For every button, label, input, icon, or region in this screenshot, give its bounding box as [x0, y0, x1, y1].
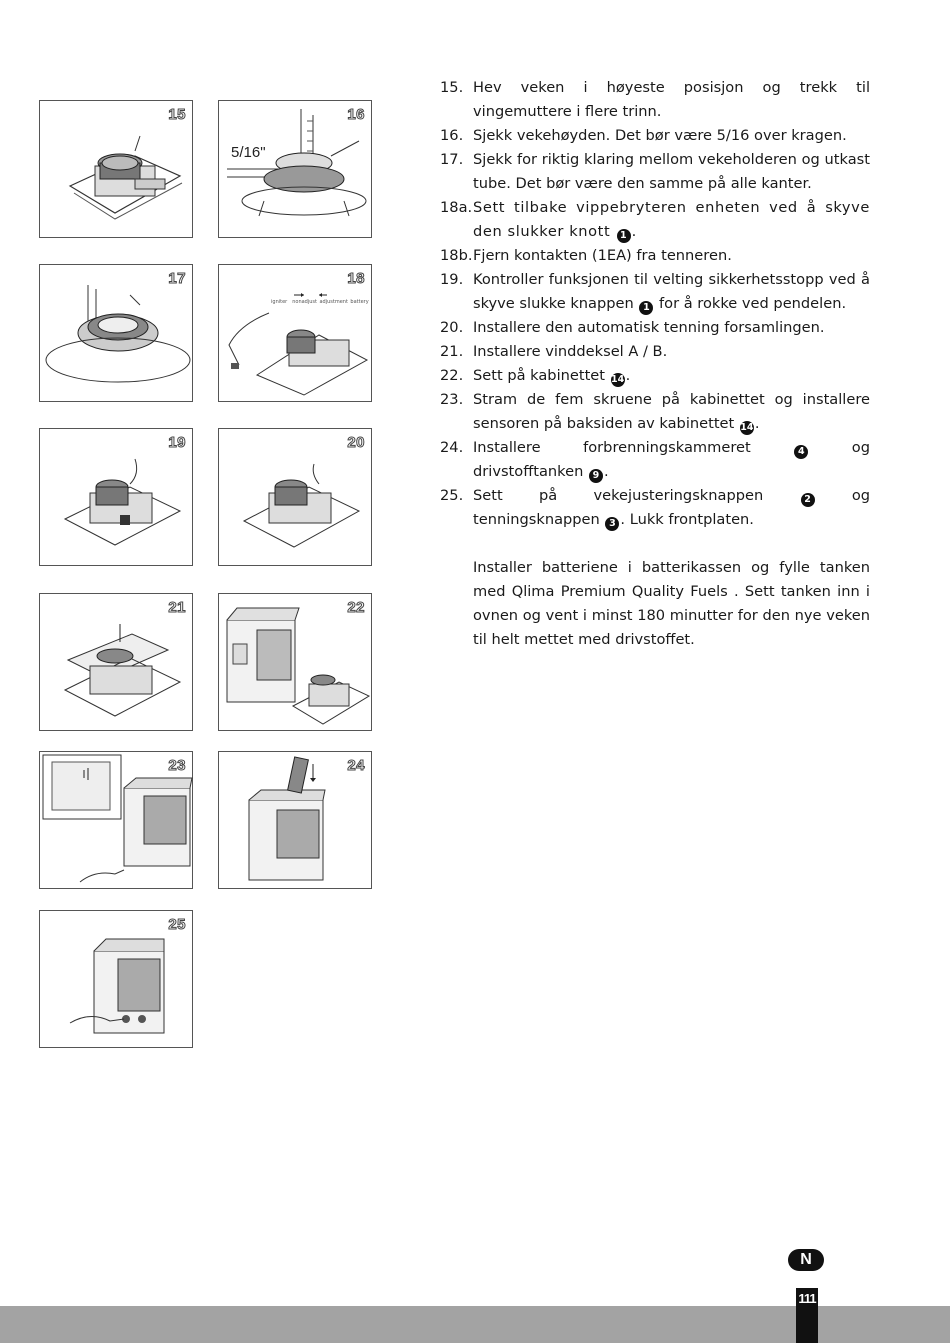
figure-15	[39, 100, 193, 238]
part-callout: 9	[589, 469, 603, 483]
step-15: 15. Hev veken i høyeste posisjon og trekk til vingemuttere i flere trinn.	[440, 79, 870, 120]
step-23: 23. Stram de fem skruene på kabinettet og installere sensoren på baksiden av kabinettet 14.	[440, 391, 870, 433]
step-25: 25. Sett på vekejusteringsknappen 2 og tenningsknappen 3 . Lukk frontplaten.	[440, 487, 871, 529]
figure-24	[218, 751, 372, 889]
figure-number: 15	[168, 106, 186, 123]
switch-position-labels: igniter nonadjust adjustment battery	[271, 299, 369, 305]
figure-16	[218, 100, 372, 238]
figure-17	[39, 264, 193, 402]
part-callout: 14	[740, 422, 754, 433]
figure-number: 25	[168, 916, 186, 933]
figure-number: 21	[168, 599, 186, 616]
step-16: 16. Sjekk vekehøyden. Det bør være 5/16 over kragen.	[440, 127, 847, 144]
step-22: 22. Sett på kabinettet 14.	[440, 367, 631, 385]
figure-number: 18	[347, 270, 365, 287]
instruction-list	[440, 76, 870, 652]
language-badge: N	[788, 1249, 824, 1271]
step-21: 21. Installere vinddeksel A / B.	[440, 343, 668, 360]
figure-25	[39, 910, 193, 1048]
figure-20	[218, 428, 372, 566]
step-20: 20. Installere den automatisk tenning forsamlingen.	[440, 319, 825, 336]
figure-23	[39, 751, 193, 889]
figure-number: 23	[168, 757, 186, 774]
figure-number: 22	[347, 599, 365, 616]
part-callout: 2	[801, 493, 815, 507]
part-callout: 3	[605, 517, 619, 531]
step-19: 19. Kontroller funksjonen til velting sikkerhetsstopp ved å skyve slukke knappen 1 for å rokke ved pendelen.	[440, 271, 870, 313]
figure-number: 24	[347, 757, 365, 774]
figure-number: 20	[347, 434, 365, 451]
step-17: 17. Sjekk for riktig klaring mellom vekeholderen og utkast tube. Det bør være den samme på alle kanter.	[440, 151, 870, 192]
figure-21	[39, 593, 193, 731]
wick-height-label: 5/16"	[231, 144, 266, 161]
figure-number: 17	[168, 270, 186, 287]
figure-18	[218, 264, 372, 402]
step-24: 24. Installere forbrenningskammeret 4 og drivstofftanken 9 .	[440, 439, 870, 481]
figure-19	[39, 428, 193, 566]
figure-22	[218, 593, 372, 731]
page-number: 111	[798, 1291, 816, 1306]
figure-number: 16	[347, 106, 365, 123]
battery-fuel-note: Installer batteriene i batterikassen og fylle tanken med Qlima Premium Quality Fuels . Sett tanken inn i ovnen og vent i minst 180 minutter for den nye veken til helt mettet med drivstoffet.	[473, 559, 870, 648]
part-callout: 4	[794, 445, 808, 459]
step-18b: 18b. Fjern kontakten (1EA) fra tenneren.	[440, 247, 732, 264]
part-callout: 14	[611, 374, 625, 385]
part-callout: 1	[617, 229, 631, 243]
part-callout: 1	[639, 301, 653, 315]
figure-number: 19	[168, 434, 186, 451]
step-18a: 18a. Sett tilbake vippebryteren enheten ved å skyve den slukker knott 1 .	[440, 199, 870, 241]
